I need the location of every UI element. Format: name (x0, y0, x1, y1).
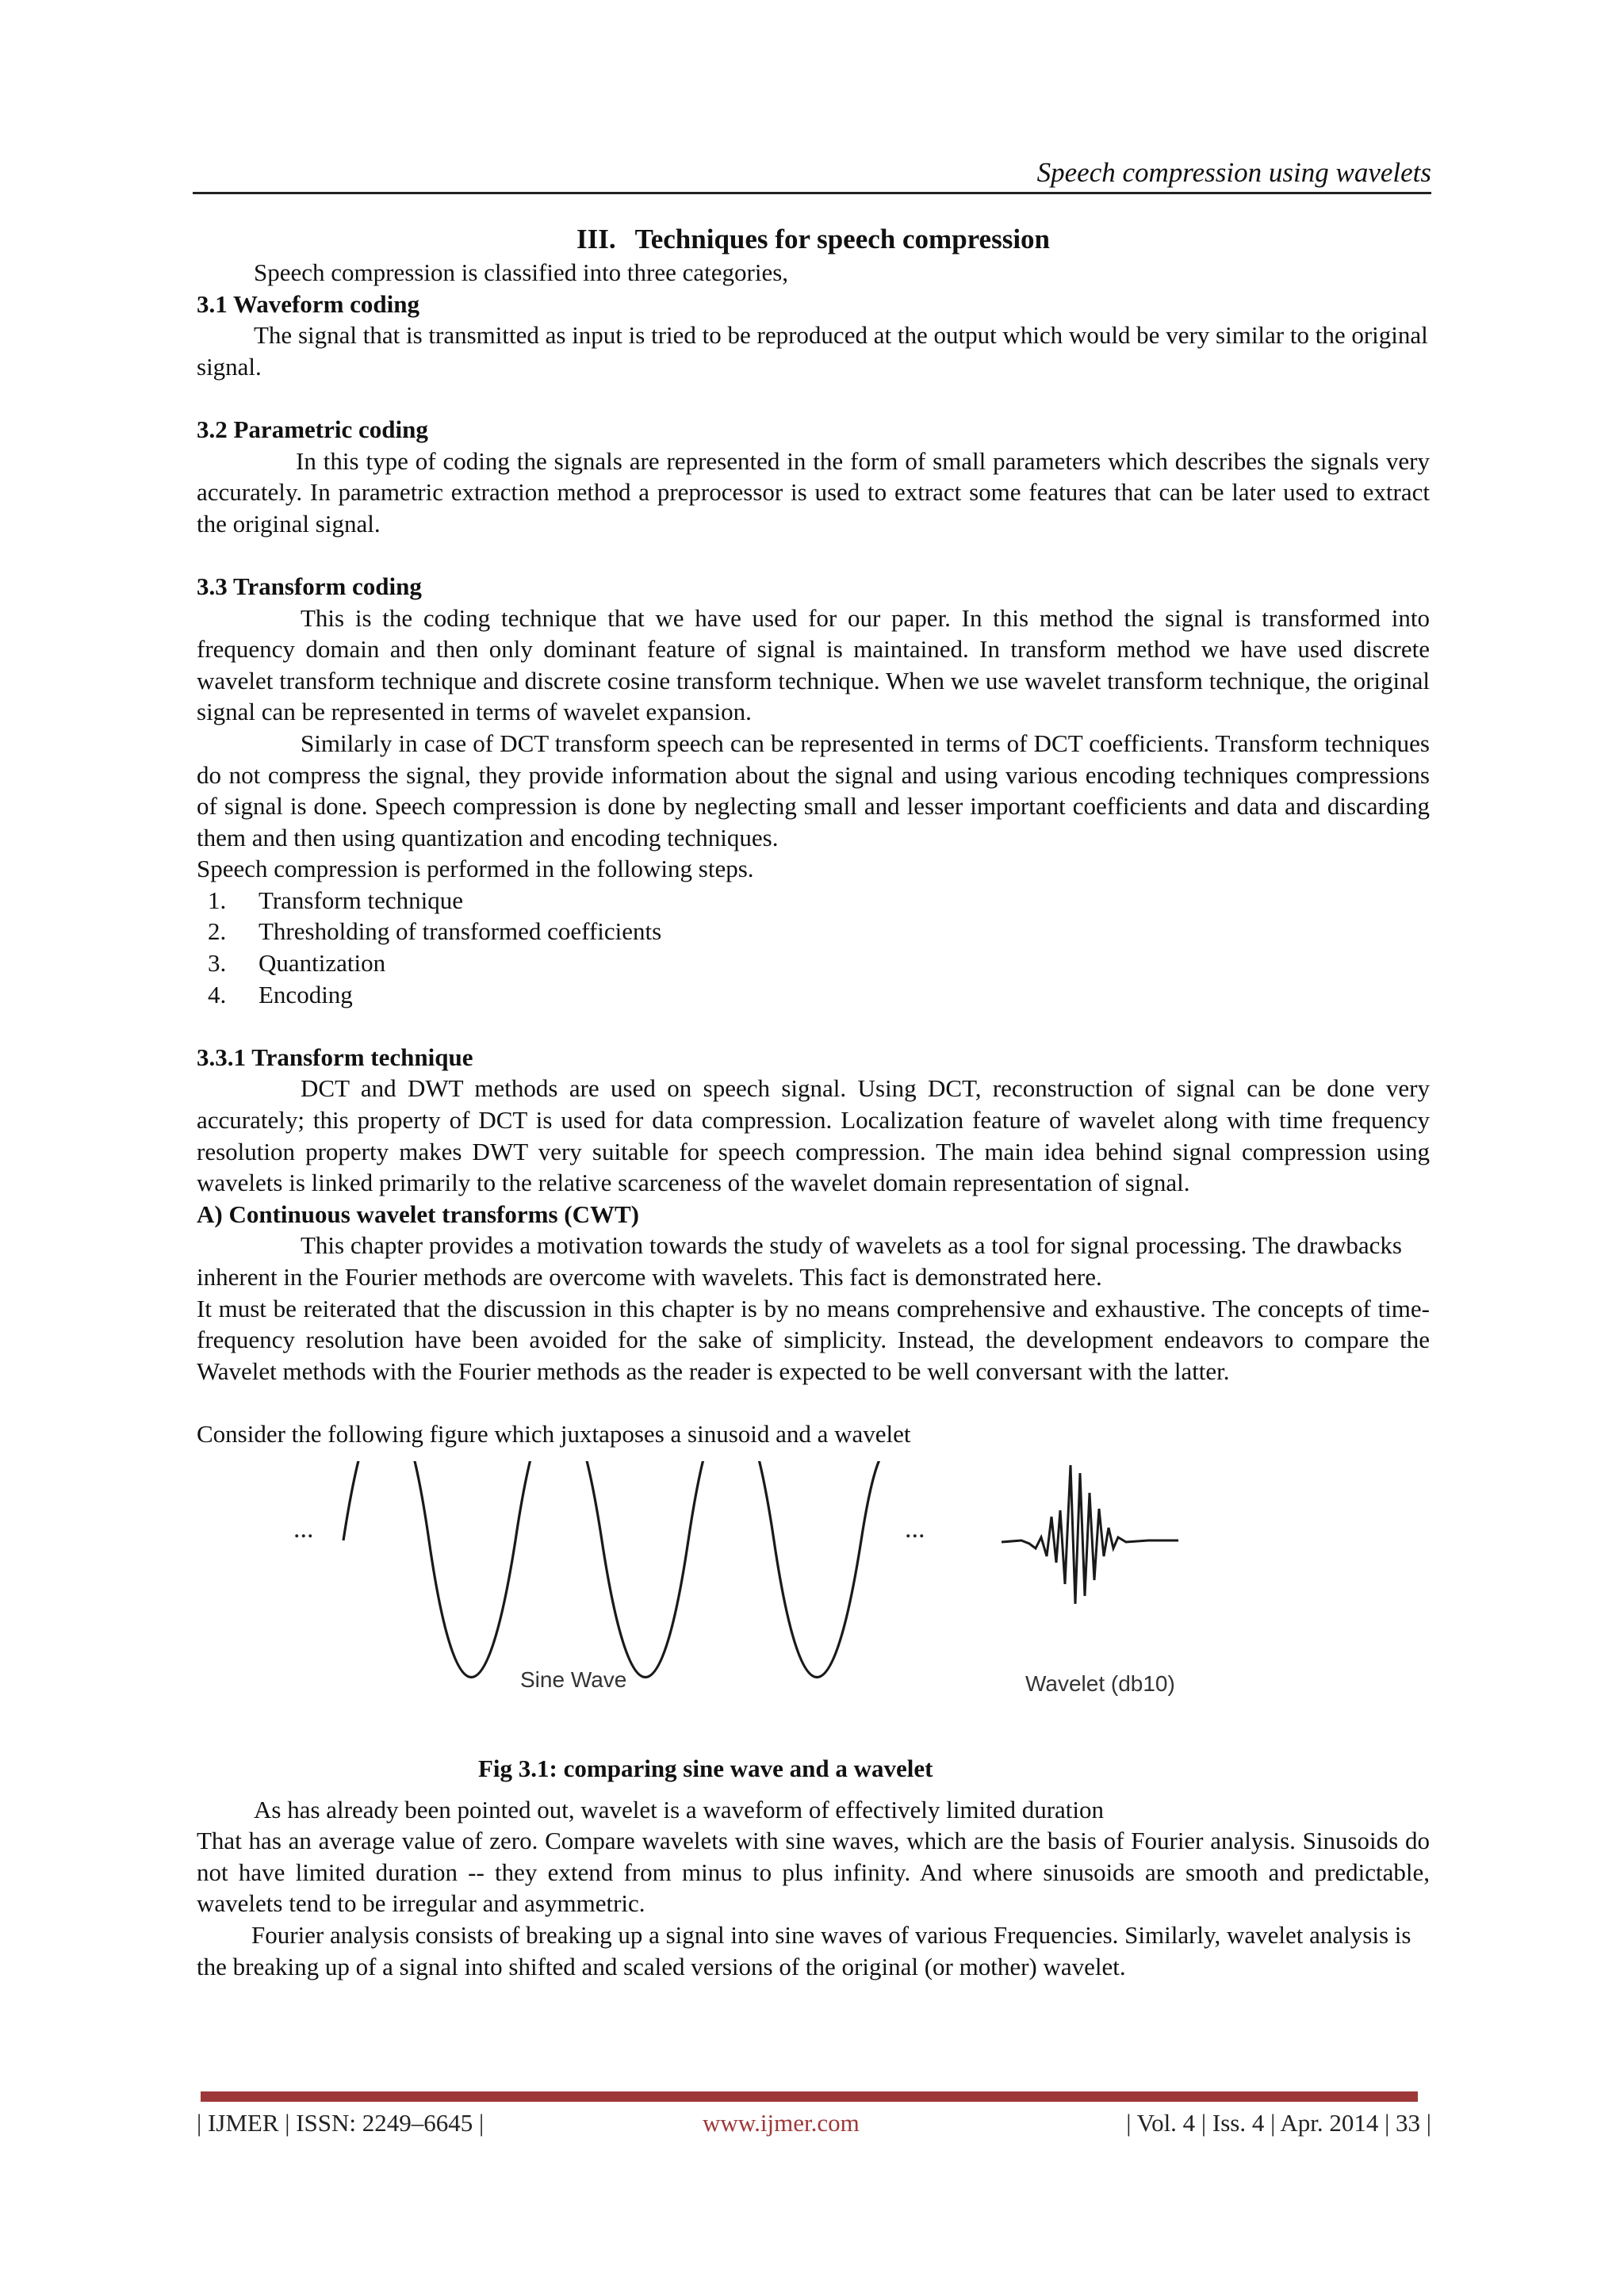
list-number: 4. (208, 980, 227, 1008)
figure-graphic (284, 1461, 1410, 1747)
parametric-paragraph: In this type of coding the signals are represented in the form of small parameters which describes the signals very accurately. In parametric extraction method a preprocessor is used to extract some features that can be later used to extract the original signal. (197, 446, 1430, 538)
footer-accent-bar (201, 2091, 1418, 2102)
technique-paragraph: DCT and DWT methods are used on speech signal. Using DCT, reconstruction of signal can be done very accurately; this property of DCT is used for data compression. Localization feature of wavelet along with time frequency resolution property makes DWT very suitable for speech compression. The main idea behind signal compression using wavelets is linked primarily to the relative scarceness of the wavelet domain representation of signal. (197, 1074, 1430, 1197)
list-item (197, 947, 1430, 979)
list-label: Encoding (259, 980, 353, 1008)
list-item (197, 916, 1430, 947)
page-footer (197, 2109, 1431, 2144)
intro-paragraph: Speech compression is classified into three categories, (254, 258, 789, 286)
waveform-paragraph: The signal that is transmitted as input is tried to be reproduced at the output which would be very similar to the original signal. (197, 321, 1428, 381)
heading-transform-coding: 3.3 Transform coding (197, 572, 422, 600)
transform-paragraph-2: Similarly in case of DCT transform speech can be represented in terms of DCT coefficients. Transform techniques do not compress the signal, they provide information about the signal and using various encoding techniques compressions of signal is done. Speech compression is done by neglecting small and lesser important coefficients and data and discarding them and then using quantization and encoding techniques. (197, 729, 1430, 851)
heading-transform-technique: 3.3.1 Transform technique (197, 1043, 473, 1071)
heading-waveform-coding: 3.1 Waveform coding (197, 289, 419, 318)
footer-journal: | IJMER | ISSN: 2249–6645 | (197, 2109, 485, 2137)
closing-paragraph-2: Fourier analysis consists of breaking up a signal into sine waves of various Frequencies. Similarly, wavelet analysis is the breaking up of a signal into shifted and scaled versions of the original (or mother) wavelet. (197, 1920, 1411, 1980)
list-item (197, 885, 1430, 916)
page-body (197, 222, 1430, 1982)
ellipsis-right: ... (905, 1513, 925, 1544)
heading-parametric-coding: 3.2 Parametric coding (197, 415, 428, 443)
list-number: 2. (208, 917, 227, 946)
section-number: III. (576, 224, 616, 254)
steps-intro: Speech compression is performed in the following steps. (197, 855, 754, 883)
ellipsis-left: ... (293, 1513, 314, 1544)
figure-sine-vs-wavelet (197, 1461, 1430, 1794)
section-title-text: Techniques for speech compression (634, 224, 1051, 254)
list-item (197, 979, 1430, 1011)
heading-cwt: A) Continuous wavelet transforms (CWT) (197, 1200, 639, 1228)
closing-paragraph-1-first-line: As has already been pointed out, wavelet is a waveform of effectively limited duration (254, 1795, 1105, 1823)
transform-paragraph-1: This is the coding technique that we have used for our paper. In this method the signal is transformed into frequency domain and then only dominant feature of signal is maintained. In transform method we have used discrete wavelet transform technique and discrete cosine transform technique. When we use wavelet transform technique, the original signal can be represented in terms of wavelet expansion. (197, 603, 1430, 726)
section-title (197, 222, 1430, 257)
sine-wave-curve (343, 1461, 896, 1678)
header-rule (193, 192, 1431, 194)
wavelet-label: Wavelet (db10) (1025, 1670, 1175, 1696)
footer-website-link[interactable]: www.ijmer.com (703, 2109, 860, 2137)
wavelet-curve (1002, 1465, 1178, 1604)
cwt-paragraph-1: This chapter provides a motivation towards the study of wavelets as a tool for signal processing. The drawbacks inherent in the Fourier methods are overcome with wavelets. This fact is demonstrated here. (197, 1231, 1402, 1291)
figure-caption: Fig 3.1: comparing sine wave and a wavelet (478, 1754, 933, 1782)
list-label: Transform technique (259, 886, 464, 914)
closing-paragraph-1-rest: That has an average value of zero. Compare wavelets with sine waves, which are the basis of Fourier analysis. Sinusoids do not have limited duration -- they extend from minus to plus infinity. And where sinusoids are smooth and predictable, wavelets tend to be irregular and asymmetric. (197, 1827, 1430, 1918)
list-number: 3. (208, 949, 227, 978)
sine-wave-label: Sine Wave (520, 1667, 627, 1692)
footer-issue: | Vol. 4 | Iss. 4 | Apr. 2014 | 33 | (1126, 2109, 1431, 2137)
cwt-paragraph-2: It must be reiterated that the discussion in this chapter is by no means comprehensive and exhaustive. The concepts of time-frequency resolution have been avoided for the sake of simplicity. Instead, the development endeavors to compare the Wavelet methods with the Fourier methods as the reader is expected to be well conversant with the latter. (197, 1294, 1430, 1385)
cwt-paragraph-3: Consider the following figure which juxtaposes a sinusoid and a wavelet (197, 1419, 911, 1448)
running-title: Speech compression using wavelets (1036, 157, 1431, 188)
steps-list (197, 885, 1430, 1010)
list-label: Thresholding of transformed coefficients (259, 917, 662, 946)
list-number: 1. (208, 886, 227, 914)
list-label: Quantization (259, 949, 386, 978)
